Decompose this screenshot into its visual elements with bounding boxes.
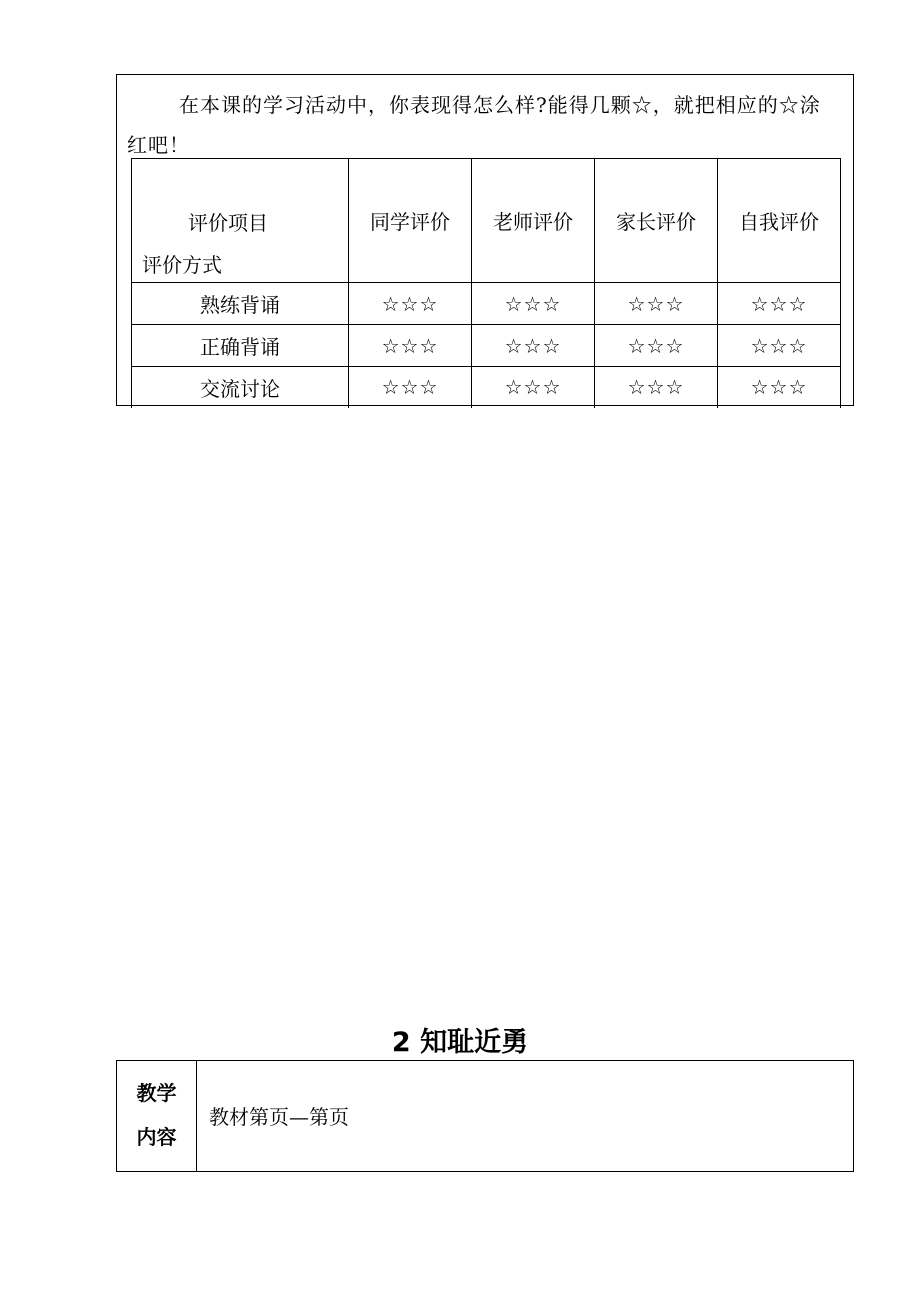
star-rating[interactable]: ☆☆☆	[718, 325, 841, 367]
teaching-content-box	[116, 1060, 854, 1172]
evaluation-intro-text: 在本课的学习活动中，你表现得怎么样?能得几颗☆，就把相应的☆涂红吧！	[127, 93, 821, 157]
evaluation-box	[116, 74, 854, 406]
star-rating[interactable]: ☆☆☆	[718, 283, 841, 325]
star-rating[interactable]: ☆☆☆	[472, 367, 595, 408]
column-header: 老师评价	[472, 159, 595, 283]
star-rating[interactable]: ☆☆☆	[595, 325, 718, 367]
header-eval-method: 评价方式	[142, 253, 222, 277]
star-rating[interactable]: ☆☆☆	[718, 367, 841, 408]
column-header: 同学评价	[349, 159, 472, 283]
diagonal-header-cell	[132, 159, 349, 283]
table-row	[132, 367, 841, 408]
star-rating[interactable]: ☆☆☆	[595, 367, 718, 408]
header-eval-item: 评价项目	[188, 211, 268, 235]
star-rating[interactable]: ☆☆☆	[595, 283, 718, 325]
table-header-row	[132, 159, 841, 283]
teaching-content-label	[117, 1061, 197, 1171]
section-title: 2 知耻近勇	[391, 1027, 529, 1058]
table-row	[132, 325, 841, 367]
column-header: 自我评价	[718, 159, 841, 283]
star-rating[interactable]: ☆☆☆	[472, 283, 595, 325]
evaluation-table	[131, 158, 841, 408]
row-item-label: 正确背诵	[132, 325, 349, 367]
star-rating[interactable]: ☆☆☆	[472, 325, 595, 367]
column-header: 家长评价	[595, 159, 718, 283]
row-item-label: 熟练背诵	[132, 283, 349, 325]
label-line: 内容	[136, 1125, 177, 1149]
row-item-label: 交流讨论	[132, 367, 349, 408]
teaching-content-value: 教材第页—第页	[209, 1105, 349, 1129]
star-rating[interactable]: ☆☆☆	[349, 283, 472, 325]
star-rating[interactable]: ☆☆☆	[349, 367, 472, 408]
evaluation-intro	[127, 85, 839, 165]
star-rating[interactable]: ☆☆☆	[349, 325, 472, 367]
label-line: 教学	[136, 1081, 177, 1105]
table-row	[132, 283, 841, 325]
